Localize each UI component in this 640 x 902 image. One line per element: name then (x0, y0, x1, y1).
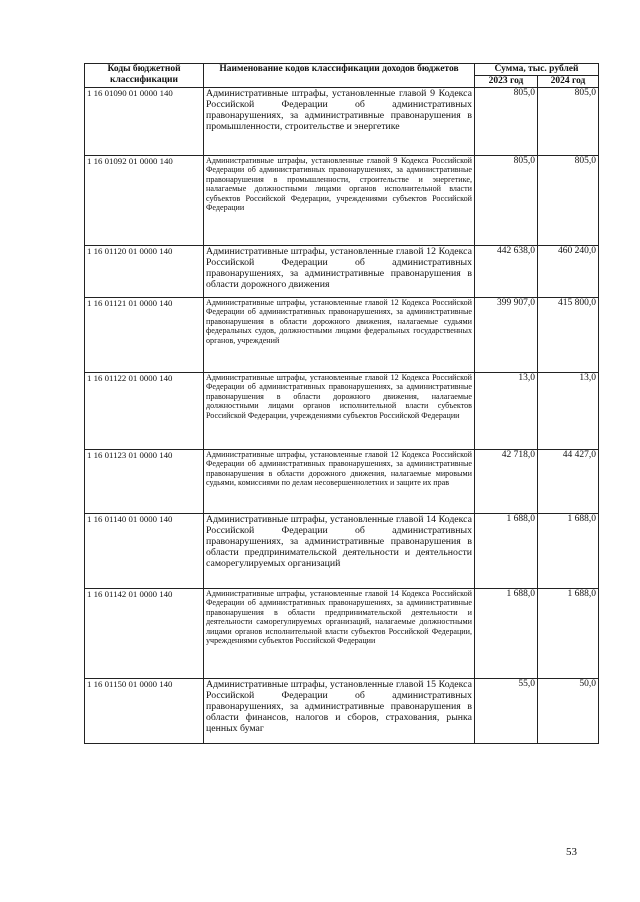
table-row (85, 514, 599, 589)
table-row (85, 589, 599, 679)
row-sum-2023: 805,0 (475, 88, 538, 156)
row-sum-2024: 805,0 (538, 88, 599, 156)
table-row (85, 679, 599, 744)
budget-revenue-table (84, 63, 599, 744)
row-sum-2024: 1 688,0 (538, 514, 599, 589)
row-sum-2023: 1 688,0 (475, 589, 538, 679)
row-code: 1 16 01090 01 0000 140 (85, 88, 204, 156)
row-name: Административные штрафы, установленные главой 14 Кодекса Российской Федерации об административных правонарушениях, за административные правонарушения в области предпринимательской деятельности и деятельности саморегулируемых организаций, налагаемые должностными лицами органов исполнительной власти субъектов Российской Федерации, учреждениями субъектов Российской Федерации (204, 589, 475, 679)
row-name: Административные штрафы, установленные главой 12 Кодекса Российской Федерации об административных правонарушениях, за административные правонарушения в области дорожного движения, налагаемые судьями федеральных судов, должностными лицами федеральных государственных органов, учреждений (204, 298, 475, 373)
page-number: 53 (566, 846, 577, 858)
row-code: 1 16 01140 01 0000 140 (85, 514, 204, 589)
row-sum-2023: 399 907,0 (475, 298, 538, 373)
row-name: Административные штрафы, установленные главой 12 Кодекса Российской Федерации об административных правонарушениях, за административные правонарушения в области дорожного движения, налагаемые должностными лицами органов исполнительной власти субъектов Российской Федерации, учреждениями субъектов Российской Федерации (204, 373, 475, 450)
row-sum-2024: 460 240,0 (538, 246, 599, 298)
row-name: Административные штрафы, установленные главой 9 Кодекса Российской Федерации об административных правонарушениях, за административные правонарушения в промышленности, строительстве и энергетике (204, 88, 475, 156)
table-row (85, 450, 599, 514)
row-name: Административные штрафы, установленные главой 9 Кодекса Российской Федерации об административных правонарушениях, за административные правонарушения в промышленности, строительстве и энергетике, налагаемые должностными лицами органов исполнительной власти субъектов Российской Федерации, учреждениями субъектов Российской Федерации (204, 156, 475, 246)
header-year-2024: 2024 год (538, 76, 599, 88)
row-code: 1 16 01120 01 0000 140 (85, 246, 204, 298)
row-name: Административные штрафы, установленные главой 14 Кодекса Российской Федерации об административных правонарушениях, за административные правонарушения в области предпринимательской деятельности и деятельности саморегулируемых организаций (204, 514, 475, 589)
table-row (85, 373, 599, 450)
header-code: Коды бюджетной классификации (85, 64, 204, 88)
header-sum: Сумма, тыс. рублей (475, 64, 599, 76)
row-code: 1 16 01123 01 0000 140 (85, 450, 204, 514)
table-row (85, 88, 599, 156)
table-body (85, 88, 599, 744)
row-code: 1 16 01121 01 0000 140 (85, 298, 204, 373)
row-sum-2023: 13,0 (475, 373, 538, 450)
row-sum-2024: 50,0 (538, 679, 599, 744)
row-code: 1 16 01142 01 0000 140 (85, 589, 204, 679)
row-sum-2023: 42 718,0 (475, 450, 538, 514)
header-name: Наименование кодов классификации доходов бюджетов (204, 64, 475, 88)
row-sum-2024: 1 688,0 (538, 589, 599, 679)
table-row (85, 246, 599, 298)
row-sum-2023: 55,0 (475, 679, 538, 744)
row-sum-2024: 805,0 (538, 156, 599, 246)
row-name: Административные штрафы, установленные главой 15 Кодекса Российской Федерации об административных правонарушениях, за административные правонарушения в области финансов, налогов и сборов, страхования, рынка ценных бумаг (204, 679, 475, 744)
row-name: Административные штрафы, установленные главой 12 Кодекса Российской Федерации об административных правонарушениях, за административные правонарушения в области дорожного движения (204, 246, 475, 298)
row-sum-2024: 13,0 (538, 373, 599, 450)
row-code: 1 16 01092 01 0000 140 (85, 156, 204, 246)
table-row (85, 156, 599, 246)
row-sum-2023: 805,0 (475, 156, 538, 246)
row-code: 1 16 01150 01 0000 140 (85, 679, 204, 744)
row-sum-2023: 1 688,0 (475, 514, 538, 589)
header-year-2023: 2023 год (475, 76, 538, 88)
row-sum-2023: 442 638,0 (475, 246, 538, 298)
row-sum-2024: 415 800,0 (538, 298, 599, 373)
row-code: 1 16 01122 01 0000 140 (85, 373, 204, 450)
table-row (85, 298, 599, 373)
row-sum-2024: 44 427,0 (538, 450, 599, 514)
row-name: Административные штрафы, установленные главой 12 Кодекса Российской Федерации об административных правонарушениях, за административные правонарушения в области дорожного движения, налагаемые мировыми судьями, комиссиями по делам несовершеннолетних и защите их прав (204, 450, 475, 514)
